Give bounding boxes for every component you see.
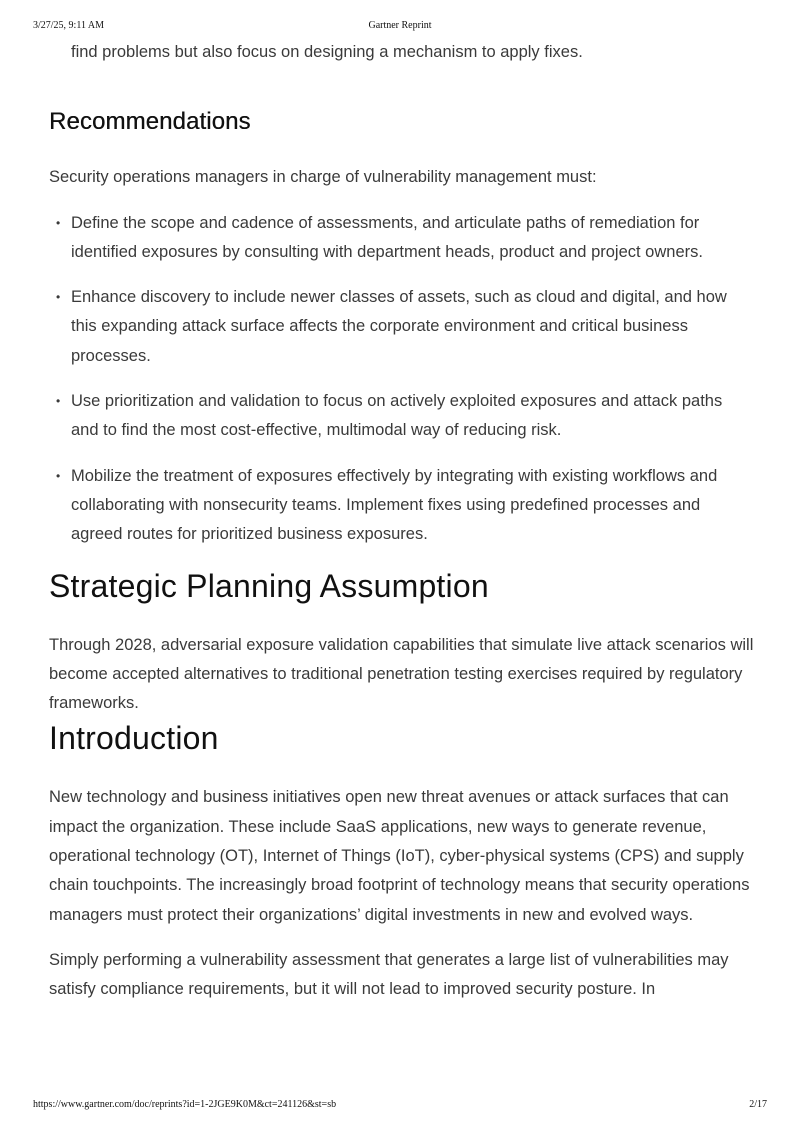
strategic-planning-heading: Strategic Planning Assumption — [49, 567, 489, 604]
list-item — [49, 462, 754, 550]
list-item-text: Define the scope and cadence of assessments, and articulate paths of remediation for identified exposures by consulting with department heads, product and project owners. — [71, 213, 703, 261]
bullet-icon: • — [56, 394, 61, 409]
document-content — [49, 38, 754, 1005]
recommendations-list — [49, 209, 754, 550]
page-number: 2/17 — [749, 1099, 767, 1110]
list-item-text: Enhance discovery to include newer classes of assets, such as cloud and digital, and how this expanding attack surface affects the corporate environment and critical business processes. — [71, 288, 727, 365]
recommendations-heading: Recommendations — [49, 108, 251, 136]
strategic-planning-text: Through 2028, adversarial exposure validation capabilities that simulate live attack scenarios will become accepted alternatives to traditional penetration testing exercises required by regulatory frameworks. — [49, 635, 754, 713]
bullet-icon: • — [56, 290, 61, 305]
recommendations-intro: Security operations managers in charge of vulnerability management must: — [49, 168, 597, 187]
print-title: Gartner Reprint — [368, 20, 432, 31]
list-item — [49, 209, 754, 268]
introduction-paragraph-1: New technology and business initiatives open new threat avenues or attack surfaces that can impact the organization. These include SaaS applications, new ways to generate revenue, operational technology (OT), Internet of Things (IoT), cyber-physical systems (CPS) and supply chain touchpoints. The increasingly broad footprint of technology means that security operations managers must protect their organizations’ digital investments in new and evolved ways. — [49, 788, 750, 924]
list-item-text: Use prioritization and validation to focus on actively exploited exposures and attack paths and to find the most cost-effective, multimodal way of reducing risk. — [71, 392, 723, 440]
bullet-icon: • — [56, 215, 61, 230]
list-item-text: Mobilize the treatment of exposures effectively by integrating with existing workflows and collaborating with nonsecurity teams. Implement fixes using predefined processes and agreed routes for prioritized business exposures. — [71, 466, 718, 544]
lead-continuation-text: find problems but also focus on designing a mechanism to apply fixes. — [71, 43, 583, 61]
list-item — [49, 387, 754, 446]
print-header — [0, 20, 800, 34]
print-footer — [0, 1099, 800, 1113]
print-datetime: 3/27/25, 9:11 AM — [33, 20, 105, 31]
print-url[interactable]: https://www.gartner.com/doc/reprints?id=1-2JGE9K0M&ct=241126&st=sb — [33, 1099, 337, 1110]
introduction-heading: Introduction — [49, 720, 219, 757]
introduction-paragraph-2: Simply performing a vulnerability assessment that generates a large list of vulnerabilities may satisfy compliance requirements, but it will not lead to improved security posture. In — [49, 950, 729, 999]
list-item — [49, 283, 754, 371]
bullet-icon: • — [56, 468, 61, 483]
